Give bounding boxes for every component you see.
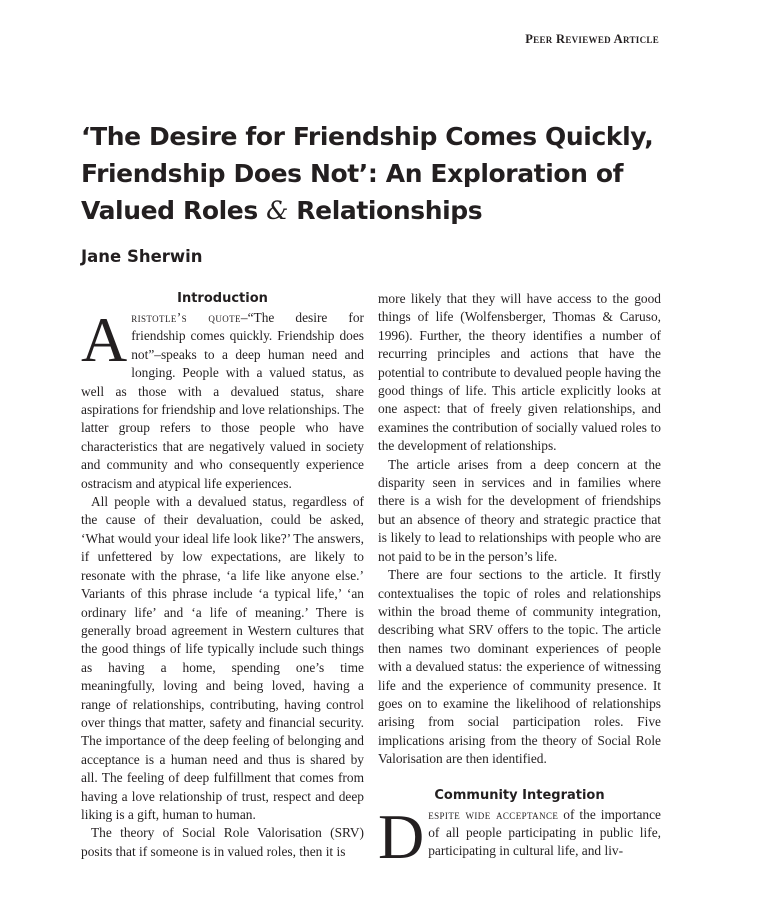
intro-paragraph-3-continued: more likely that they will have access to the good things of life (Wolfensberger, Thomas & Caruso, 1996). Further, the theory identifies a number of recurring principles and actions that have the potential to contribute to devalued people having the good things of life. This article explicitly looks at one aspect: that of freely given relationships, and examines the contribution of socially valued roles to the development of relationships.: [378, 291, 661, 454]
left-column: [81, 290, 364, 861]
title-line-3-start: Valued Roles: [81, 196, 258, 225]
drop-cap-d: D: [378, 800, 425, 872]
introduction-heading: Introduction: [177, 291, 268, 306]
article-title: [81, 118, 681, 229]
title-line-1: ‘The Desire for Friendship Comes Quickly,: [81, 122, 654, 151]
intro-paragraph-3: The theory of Social Role Valorisation (SRV) posits that if someone is in valued roles, then it is: [81, 825, 364, 859]
title-line-2: Friendship Does Not’: An Exploration of: [81, 159, 624, 188]
title-line-3: [81, 192, 681, 229]
intro-paragraph-1-text: –“The desire for friendship comes quickly. Friendship does not”–speaks to a deep human need and longing. People with a valued status, as well as those with a devalued status, share aspirations for friendship and love relationships. The latter group refers to those people who have characteristics that are negatively valued in society and community and who consequently experience ostracism and atypical life experiences.: [81, 310, 364, 491]
running-header: Peer Reviewed Article: [525, 32, 659, 46]
title-line-3-end: Relationships: [296, 196, 483, 225]
intro-paragraph-2: All people with a devalued status, regardless of the cause of their devaluation, could be asked, ‘What would your ideal life look like?’ The answers, if unfettered by low expectations, are likely to resonate with the phrase, ‘a life like anyone else.’ Variants of this phrase include ‘a typical life,’ ‘an ordinary life’ and ‘a life of meaning.’ There is generally broad agreement in Western cultures that the good things of life typically include such things as having a home, spending one’s time meaningfully, loving and being loved, having a range of relationships, contributing, having control over things that matter, safety and financial security. The importance of the deep feeling of belonging and acceptance is a human need and thus is shared by all. The feeling of deep fulfillment that comes from having a love relationship of trust, respect and deep liking is a gift, human to human.: [81, 494, 364, 822]
intro-paragraph-1: [81, 304, 364, 493]
intro-paragraph-5: There are four sections to the article. It firstly contextualises the topic of roles and relationships within the broad theme of community integration, describing what SRV offers to the topic. The article then names two dominant experiences of people with a devalued status: the experience of witnessing life and the experience of community presence. It goes on to examine the likelihood of relationships arising from social participation roles. Five implications arising from the theory of Social Role Valorisation are then identified.: [378, 567, 661, 767]
community-lead-smallcaps: espite wide acceptance: [428, 806, 559, 822]
intro-paragraph-4: The article arises from a deep concern at the disparity seen in services and in families where there is a wish for the development of friendships but an absence of theory and strategic practice that is likely to lead to relationships with people who are not paid to be in the person’s life.: [378, 456, 661, 564]
title-ampersand: &: [266, 196, 288, 225]
community-integration-heading: Community Integration: [434, 787, 605, 803]
intro-lead-smallcaps: ristotle’s quote: [131, 310, 241, 325]
community-paragraph-1-text: of the importance of all people participating in public life, participating in cultural life, and liv-: [428, 806, 661, 859]
author-name: Jane Sherwin: [81, 247, 203, 266]
community-paragraph-1: [378, 800, 661, 872]
right-column: [378, 290, 661, 872]
drop-cap-a: A: [81, 304, 128, 375]
